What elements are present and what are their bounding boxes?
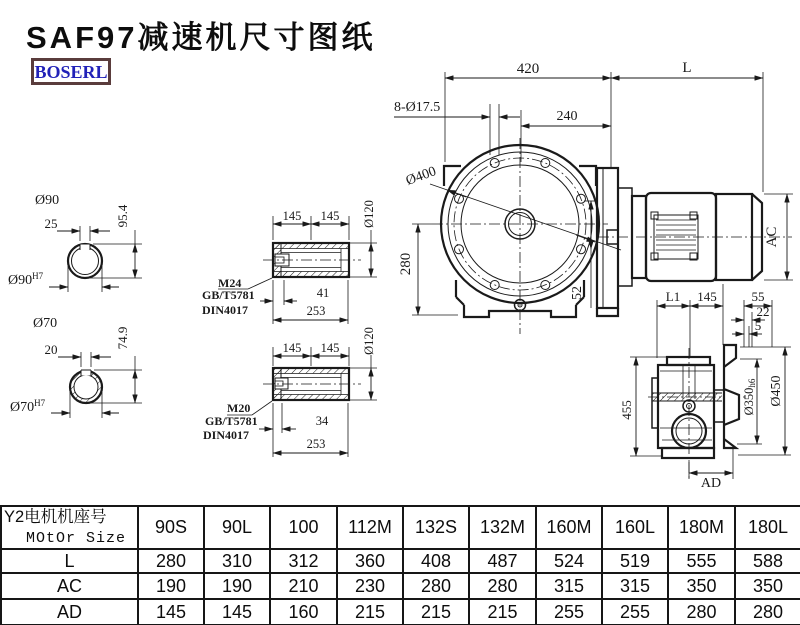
front-view-dimensions bbox=[394, 60, 793, 315]
brand-logo bbox=[31, 58, 111, 85]
cell: 280 bbox=[735, 599, 800, 625]
brand-logo-text: BOSERL bbox=[34, 61, 108, 82]
dim-key-20: 20 bbox=[44, 342, 58, 357]
dim-420: 420 bbox=[516, 61, 540, 77]
header-en: MOtOr Size bbox=[26, 529, 127, 547]
dim-253-top: 253 bbox=[306, 304, 326, 318]
dim-AD: AD bbox=[700, 476, 722, 491]
label-std-gb-bottom: GB/T5781 bbox=[205, 414, 258, 428]
cell: 408 bbox=[403, 549, 469, 573]
row-label: AD bbox=[1, 599, 138, 625]
cell: 190 bbox=[138, 573, 204, 599]
cell: 190 bbox=[204, 573, 270, 599]
column-header: 160L bbox=[602, 506, 668, 549]
dim-shaft-145b: 145 bbox=[320, 209, 340, 223]
dim-55: 55 bbox=[751, 289, 765, 304]
label-thread-m24: M24 bbox=[218, 276, 242, 290]
dim-key-25: 25 bbox=[44, 216, 58, 231]
dim-145: 145 bbox=[697, 289, 717, 304]
dim-253-bottom: 253 bbox=[306, 437, 326, 451]
column-header: 180M bbox=[668, 506, 735, 549]
dim-bore-70-tolerance: H7 bbox=[34, 398, 46, 408]
label-std-gb-top: GB/T5781 bbox=[202, 288, 255, 302]
column-header: 132S bbox=[403, 506, 469, 549]
motor-size-table bbox=[0, 505, 800, 625]
dim-shaft-dia-120-bottom: Ø120 bbox=[362, 327, 376, 355]
cell: 215 bbox=[337, 599, 403, 625]
dim-280: 280 bbox=[398, 252, 414, 276]
brand-logo-frame bbox=[33, 60, 109, 83]
column-header: 180L bbox=[735, 506, 800, 549]
dim-bore-90 bbox=[8, 271, 44, 288]
dim-bolt-holes: 8-Ø17.5 bbox=[394, 100, 441, 115]
label-std-din-top: DIN4017 bbox=[202, 303, 249, 317]
output-flange-edge bbox=[724, 345, 739, 448]
label-shaft-90: Ø90 bbox=[35, 193, 60, 208]
cell: 588 bbox=[735, 549, 800, 573]
dim-shaft-145a: 145 bbox=[282, 209, 302, 223]
dim-shaft-dia-120-top: Ø120 bbox=[362, 200, 376, 228]
dim-bore-90-value: Ø90 bbox=[8, 273, 33, 288]
cell: 280 bbox=[668, 599, 735, 625]
hollow-shaft-detail-m20 bbox=[203, 327, 377, 457]
header-cn: Y2电机机座号 bbox=[4, 508, 107, 526]
label-shaft-70: Ø70 bbox=[33, 316, 58, 331]
table-row-AD bbox=[1, 599, 800, 625]
dim-34: 34 bbox=[315, 414, 329, 428]
cell: 312 bbox=[270, 549, 337, 573]
column-header: 90S bbox=[138, 506, 204, 549]
cell: 487 bbox=[469, 549, 536, 573]
dim-455: 455 bbox=[619, 400, 634, 420]
cell: 524 bbox=[536, 549, 602, 573]
dim-flange-dia: Ø400 bbox=[403, 164, 439, 189]
cell: 145 bbox=[138, 599, 204, 625]
dim-95-4: 95.4 bbox=[115, 204, 130, 228]
cell: 215 bbox=[403, 599, 469, 625]
cell: 555 bbox=[668, 549, 735, 573]
dim-5: 5 bbox=[754, 318, 762, 333]
dim-shaft-145d: 145 bbox=[320, 341, 340, 355]
dim-AC: AC bbox=[764, 226, 780, 248]
dim-output-hub-dia bbox=[742, 378, 757, 415]
label-std-din-bottom: DIN4017 bbox=[203, 428, 250, 442]
cell: 310 bbox=[204, 549, 270, 573]
column-header: 112M bbox=[337, 506, 403, 549]
motor-front-view bbox=[598, 188, 792, 286]
cell: 315 bbox=[536, 573, 602, 599]
shaft-end-view-70 bbox=[10, 316, 142, 418]
row-label: AC bbox=[1, 573, 138, 599]
cell: 210 bbox=[270, 573, 337, 599]
cell: 160 bbox=[270, 599, 337, 625]
dim-shaft-145c: 145 bbox=[282, 341, 302, 355]
cell: 315 bbox=[602, 573, 668, 599]
table-row-AC bbox=[1, 573, 800, 599]
side-view-dimensions bbox=[619, 284, 791, 491]
dim-bore-70 bbox=[10, 398, 46, 415]
shaft-end-view-90 bbox=[8, 193, 142, 292]
cell: 280 bbox=[469, 573, 536, 599]
cell: 255 bbox=[536, 599, 602, 625]
column-header: 100 bbox=[270, 506, 337, 549]
dim-350: Ø350 bbox=[742, 387, 756, 416]
table-header-row bbox=[1, 506, 800, 549]
gear-housing-side-view bbox=[648, 345, 745, 480]
cell: 360 bbox=[337, 549, 403, 573]
cell: 255 bbox=[602, 599, 668, 625]
dim-350-tolerance: h6 bbox=[747, 378, 757, 388]
cell: 230 bbox=[337, 573, 403, 599]
dim-52: 52 bbox=[570, 286, 585, 300]
motor-fins bbox=[656, 220, 696, 250]
table-header-motor-size bbox=[1, 506, 138, 549]
dim-L: L bbox=[682, 60, 692, 76]
page-title: SAF97减速机尺寸图纸 bbox=[26, 20, 376, 55]
hollow-shaft-detail-m24 bbox=[202, 200, 377, 324]
cell: 145 bbox=[204, 599, 270, 625]
dim-L1: L1 bbox=[665, 289, 681, 304]
cell: 350 bbox=[668, 573, 735, 599]
column-header: 160M bbox=[536, 506, 602, 549]
dim-74-9: 74.9 bbox=[115, 326, 130, 350]
cell: 215 bbox=[469, 599, 536, 625]
dim-450: Ø450 bbox=[769, 375, 784, 407]
label-thread-m20: M20 bbox=[227, 401, 251, 415]
cell: 280 bbox=[138, 549, 204, 573]
cell: 519 bbox=[602, 549, 668, 573]
column-header: 90L bbox=[204, 506, 270, 549]
cell: 280 bbox=[403, 573, 469, 599]
gear-housing-front-view bbox=[432, 138, 618, 334]
dim-bore-70-value: Ø70 bbox=[10, 400, 35, 415]
dim-240: 240 bbox=[556, 109, 578, 124]
row-label: L bbox=[1, 549, 138, 573]
dim-22: 22 bbox=[756, 304, 770, 319]
column-header: 132M bbox=[469, 506, 536, 549]
dim-bore-90-tolerance: H7 bbox=[32, 271, 44, 281]
dim-41: 41 bbox=[316, 286, 330, 300]
cell: 350 bbox=[735, 573, 800, 599]
table-row-L bbox=[1, 549, 800, 573]
